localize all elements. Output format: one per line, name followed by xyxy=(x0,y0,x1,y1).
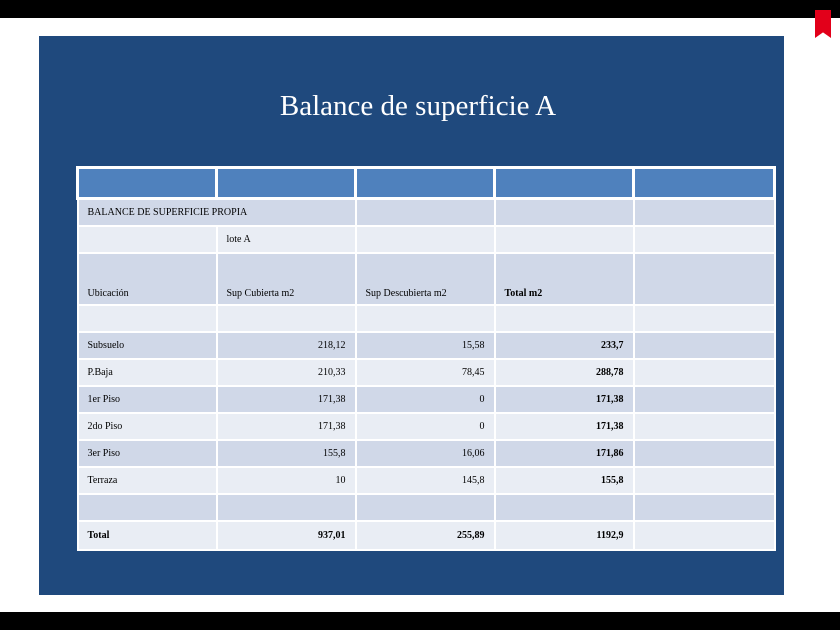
section-label: BALANCE DE SUPERFICIE PROPIA xyxy=(78,199,356,227)
covered-cell: 218,12 xyxy=(217,332,356,359)
covered-cell: 210,33 xyxy=(217,359,356,386)
total-cell: 233,7 xyxy=(495,332,634,359)
table-header-row xyxy=(78,168,775,199)
uncovered-cell: 145,8 xyxy=(356,467,495,494)
slide-title: Balance de superficie A xyxy=(279,90,557,122)
uncovered-cell: 16,06 xyxy=(356,440,495,467)
column-header: Total m2 xyxy=(495,253,634,305)
header-cell xyxy=(217,168,356,199)
grand-total-cell: 1192,9 xyxy=(495,521,634,550)
covered-cell: 155,8 xyxy=(217,440,356,467)
column-header-row xyxy=(78,253,775,305)
table-row xyxy=(78,305,775,332)
location-cell: P.Baja xyxy=(78,359,217,386)
column-header: Sup Descubierta m2 xyxy=(356,253,495,305)
table-row xyxy=(78,440,775,467)
covered-cell: 171,38 xyxy=(217,413,356,440)
location-cell: Terraza xyxy=(78,467,217,494)
total-row xyxy=(78,521,775,550)
table-row xyxy=(78,386,775,413)
total-cell: 288,78 xyxy=(495,359,634,386)
table-row xyxy=(78,226,775,253)
uncovered-cell: 15,58 xyxy=(356,332,495,359)
covered-cell: 171,38 xyxy=(217,386,356,413)
surface-balance-table xyxy=(76,166,776,551)
column-header: Sup Cubierta m2 xyxy=(217,253,356,305)
location-cell: Subsuelo xyxy=(78,332,217,359)
header-cell xyxy=(78,168,217,199)
total-cell: 171,38 xyxy=(495,386,634,413)
table-row xyxy=(78,199,775,227)
table-row xyxy=(78,467,775,494)
column-header: Ubicación xyxy=(78,253,217,305)
table-row xyxy=(78,413,775,440)
header-cell xyxy=(634,168,775,199)
total-cell: 155,8 xyxy=(495,467,634,494)
table-row xyxy=(78,359,775,386)
table-row xyxy=(78,332,775,359)
total-label: Total xyxy=(78,521,217,550)
total-cell: 171,86 xyxy=(495,440,634,467)
lot-label: lote A xyxy=(217,226,356,253)
location-cell: 3er Piso xyxy=(78,440,217,467)
total-uncovered-cell: 255,89 xyxy=(356,521,495,550)
total-cell: 171,38 xyxy=(495,413,634,440)
covered-cell: 10 xyxy=(217,467,356,494)
uncovered-cell: 0 xyxy=(356,386,495,413)
header-cell xyxy=(356,168,495,199)
uncovered-cell: 0 xyxy=(356,413,495,440)
location-cell: 2do Piso xyxy=(78,413,217,440)
header-cell xyxy=(495,168,634,199)
uncovered-cell: 78,45 xyxy=(356,359,495,386)
table-row xyxy=(78,494,775,521)
total-covered-cell: 937,01 xyxy=(217,521,356,550)
location-cell: 1er Piso xyxy=(78,386,217,413)
